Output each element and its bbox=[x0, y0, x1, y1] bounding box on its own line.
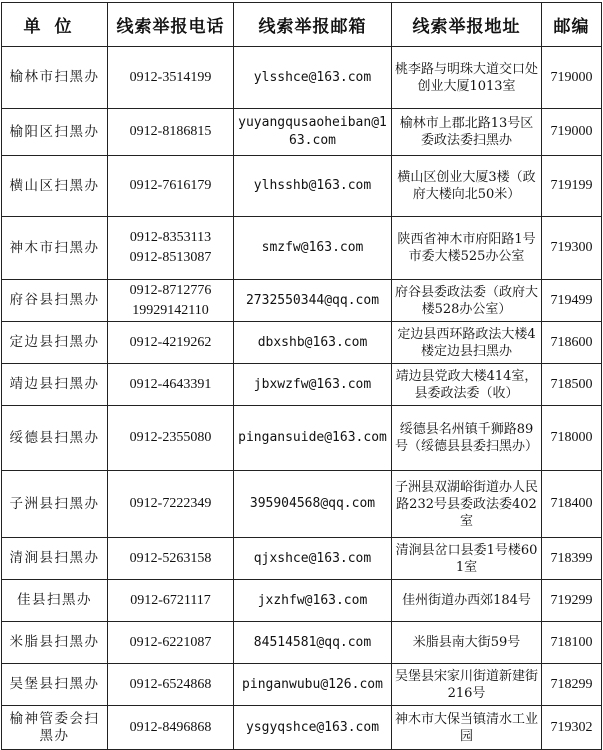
header-row bbox=[2, 3, 602, 47]
phone-number: 0912-4643391 bbox=[129, 376, 212, 392]
zip-cell: 718000 bbox=[542, 406, 602, 471]
email-cell: jxzhfw@163.com bbox=[234, 580, 392, 622]
unit-cell: 清涧县扫黑办 bbox=[2, 538, 108, 580]
contact-table bbox=[1, 2, 602, 750]
unit-cell: 神木市扫黑办 bbox=[2, 217, 108, 280]
unit-cell: 榆阳区扫黑办 bbox=[2, 109, 108, 156]
address-cell: 清涧县岔口县委1号楼601室 bbox=[392, 538, 542, 580]
phone-number: 0912-8353113 bbox=[129, 230, 212, 245]
email-cell: jbxwzfw@163.com bbox=[234, 364, 392, 406]
phone-cell bbox=[108, 280, 234, 322]
address-cell: 陕西省神木市府阳路1号市委大楼525办公室 bbox=[392, 217, 542, 280]
phone-cell bbox=[108, 471, 234, 538]
unit-cell: 定边县扫黑办 bbox=[2, 322, 108, 364]
phone-cell bbox=[108, 322, 234, 364]
phone-number: 0912-8513087 bbox=[129, 250, 212, 265]
zip-cell: 719302 bbox=[542, 706, 602, 750]
table-row bbox=[2, 217, 602, 280]
table-row bbox=[2, 471, 602, 538]
address-cell: 佳州街道办西郊184号 bbox=[392, 580, 542, 622]
address-cell: 定边县西环路政法大楼4楼定边县扫黑办 bbox=[392, 322, 542, 364]
email-cell: yuyangqusaoheiban@163.com bbox=[234, 109, 392, 156]
table-row bbox=[2, 406, 602, 471]
zip-cell: 719299 bbox=[542, 580, 602, 622]
unit-cell: 靖边县扫黑办 bbox=[2, 364, 108, 406]
address-cell: 子洲县双湖峪街道办人民路232号县委政法委402室 bbox=[392, 471, 542, 538]
email-cell: dbxshb@163.com bbox=[234, 322, 392, 364]
phone-number: 0912-2355080 bbox=[129, 430, 212, 445]
address-cell: 绥德县名州镇千狮路89号（绥德县县委扫黑办） bbox=[392, 406, 542, 471]
address-cell: 米脂县南大街59号 bbox=[392, 622, 542, 664]
email-cell: pinganwubu@126.com bbox=[234, 664, 392, 706]
table-row bbox=[2, 322, 602, 364]
header-unit: 单位 bbox=[2, 3, 108, 47]
address-cell: 榆林市上郡北路13号区委政法委扫黑办 bbox=[392, 109, 542, 156]
phone-number: 0912-7616179 bbox=[129, 178, 212, 193]
phone-number: 0912-8186815 bbox=[129, 124, 212, 139]
unit-cell: 米脂县扫黑办 bbox=[2, 622, 108, 664]
phone-number: 19929142110 bbox=[132, 302, 209, 318]
phone-cell bbox=[108, 47, 234, 109]
address-cell: 神木市大保当镇清水工业园 bbox=[392, 706, 542, 750]
unit-cell: 吴堡县扫黑办 bbox=[2, 664, 108, 706]
unit-cell: 府谷县扫黑办 bbox=[2, 280, 108, 322]
zip-cell: 718500 bbox=[542, 364, 602, 406]
table-row bbox=[2, 622, 602, 664]
zip-cell: 718100 bbox=[542, 622, 602, 664]
header-email: 线索举报邮箱 bbox=[234, 3, 392, 47]
phone-cell bbox=[108, 364, 234, 406]
phone-cell bbox=[108, 156, 234, 217]
zip-cell: 719499 bbox=[542, 280, 602, 322]
phone-cell bbox=[108, 622, 234, 664]
zip-cell: 719000 bbox=[542, 109, 602, 156]
phone-cell bbox=[108, 538, 234, 580]
phone-number: 0912-8712776 bbox=[129, 282, 212, 298]
email-cell: 2732550344@qq.com bbox=[234, 280, 392, 322]
table-row bbox=[2, 580, 602, 622]
address-cell: 吴堡县宋家川街道新建街216号 bbox=[392, 664, 542, 706]
zip-cell: 719000 bbox=[542, 47, 602, 109]
table-row bbox=[2, 109, 602, 156]
phone-number: 0912-3514199 bbox=[129, 69, 212, 85]
unit-cell: 榆林市扫黑办 bbox=[2, 47, 108, 109]
phone-number: 0912-6721117 bbox=[130, 592, 211, 608]
table-row bbox=[2, 664, 602, 706]
zip-cell: 718299 bbox=[542, 664, 602, 706]
zip-cell: 718399 bbox=[542, 538, 602, 580]
table-row bbox=[2, 364, 602, 406]
zip-cell: 719300 bbox=[542, 217, 602, 280]
unit-cell: 绥德县扫黑办 bbox=[2, 406, 108, 471]
table-row bbox=[2, 280, 602, 322]
phone-cell bbox=[108, 664, 234, 706]
table-row bbox=[2, 538, 602, 580]
address-cell: 靖边县党政大楼414室，县委政法委（收） bbox=[392, 364, 542, 406]
phone-number: 0912-5263158 bbox=[129, 550, 212, 566]
phone-number: 0912-7222349 bbox=[129, 496, 212, 511]
zip-cell: 718600 bbox=[542, 322, 602, 364]
table-row bbox=[2, 47, 602, 109]
email-cell: smzfw@163.com bbox=[234, 217, 392, 280]
phone-cell bbox=[108, 109, 234, 156]
email-cell: pingansuide@163.com bbox=[234, 406, 392, 471]
address-cell: 横山区创业大厦3楼（政府大楼向北50米） bbox=[392, 156, 542, 217]
unit-cell: 榆神管委会扫黑办 bbox=[2, 706, 108, 750]
header-address: 线索举报地址 bbox=[392, 3, 542, 47]
email-cell: ylsshce@163.com bbox=[234, 47, 392, 109]
address-cell: 桃李路与明珠大道交口处创业大厦1013室 bbox=[392, 47, 542, 109]
phone-cell bbox=[108, 406, 234, 471]
email-cell: 84514581@qq.com bbox=[234, 622, 392, 664]
table-row bbox=[2, 156, 602, 217]
zip-cell: 719199 bbox=[542, 156, 602, 217]
email-cell: ysgyqshce@163.com bbox=[234, 706, 392, 750]
header-zip: 邮编 bbox=[542, 3, 602, 47]
phone-number: 0912-6524868 bbox=[129, 676, 212, 692]
unit-cell: 子洲县扫黑办 bbox=[2, 471, 108, 538]
phone-cell bbox=[108, 580, 234, 622]
address-cell: 府谷县委政法委（政府大楼528办公室） bbox=[392, 280, 542, 322]
email-cell: qjxshce@163.com bbox=[234, 538, 392, 580]
email-cell: 395904568@qq.com bbox=[234, 471, 392, 538]
phone-cell bbox=[108, 217, 234, 280]
email-cell: ylhsshb@163.com bbox=[234, 156, 392, 217]
zip-cell: 718400 bbox=[542, 471, 602, 538]
table-row bbox=[2, 706, 602, 750]
phone-cell bbox=[108, 706, 234, 750]
phone-number: 0912-4219262 bbox=[129, 334, 212, 350]
unit-cell: 横山区扫黑办 bbox=[2, 156, 108, 217]
phone-number: 0912-6221087 bbox=[129, 634, 212, 650]
phone-number: 0912-8496868 bbox=[129, 719, 212, 735]
header-phone: 线索举报电话 bbox=[108, 3, 234, 47]
unit-cell: 佳县扫黑办 bbox=[2, 580, 108, 622]
